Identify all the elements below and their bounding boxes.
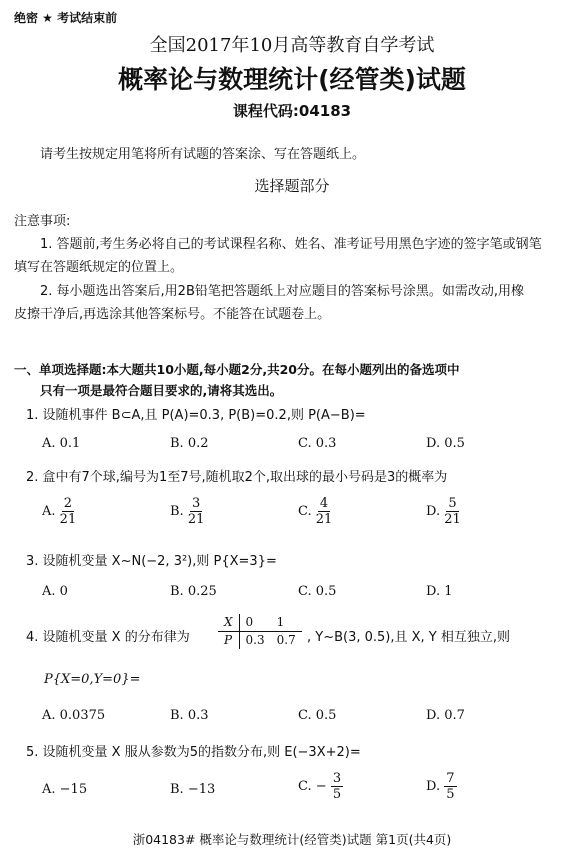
numerator: 2: [63, 496, 73, 511]
option-label: C.: [298, 779, 312, 794]
fraction: [331, 771, 343, 802]
question-1-stem: 1. 设随机事件 B⊂A,且 P(A)=0.3, P(B)=0.2,则 P(A−B)=: [26, 408, 366, 423]
fraction: [60, 496, 77, 527]
course-code: 课程代码:04183: [232, 102, 352, 120]
question-1-option-c: C. 0.3: [298, 436, 337, 451]
question-2-option-a: [42, 496, 76, 527]
denominator: 21: [59, 512, 77, 527]
question-5-stem: 5. 设随机变量 X 服从参数为5的指数分布,则 E(−3X+2)=: [26, 745, 361, 760]
question-4-option-c: C. 0.5: [298, 708, 337, 723]
numerator: 3: [332, 771, 342, 786]
question-4-option-a: A. 0.0375: [42, 708, 106, 723]
question-5-option-b: B. −13: [170, 782, 216, 797]
question-2-option-d: [426, 496, 461, 527]
notes-title: 注意事项:: [14, 214, 71, 229]
numerator: 3: [191, 496, 201, 511]
denominator: 5: [332, 787, 342, 802]
question-5-option-c: [298, 771, 343, 802]
fraction: [444, 771, 456, 802]
question-4-option-b: B. 0.3: [170, 708, 209, 723]
numerator: 4: [319, 496, 329, 511]
secret-label: 绝密 ★ 考试结束前: [14, 11, 118, 25]
note-2-line-2: 皮擦干净后,再选涂其他答案标号。不能答在试题卷上。: [14, 307, 331, 322]
question-5-option-d: [426, 771, 457, 802]
table-value-1: 1: [271, 614, 302, 632]
exam-title: 全国2017年10月高等教育自学考试: [149, 35, 435, 56]
question-4-stem-pre: 4. 设随机变量 X 的分布律为: [26, 630, 190, 645]
question-1-option-d: D. 0.5: [426, 436, 465, 451]
note-1-line-1: 1. 答题前,考生务必将自己的考试课程名称、姓名、准考证号用黑色字迹的签字笔或钢笔: [40, 237, 542, 252]
table-prob-0: 0.3: [245, 633, 265, 647]
numerator: 5: [448, 496, 457, 511]
page-footer: 浙04183# 概率论与数理统计(经管类)试题 第1页(共4页): [132, 832, 452, 847]
denominator: 5: [446, 787, 455, 802]
table-value-0: 0: [239, 614, 271, 632]
part1-heading-line-2: 只有一项是最符合题目要求的,请将其选出。: [40, 383, 283, 398]
question-2-option-b: [170, 496, 204, 527]
table-header-x: X: [218, 614, 239, 632]
question-5-option-a: A. −15: [42, 782, 88, 797]
option-label: D.: [426, 504, 441, 519]
question-1-option-b: B. 0.2: [170, 436, 209, 451]
table-header-p: P: [218, 632, 239, 650]
question-4-option-d: D. 0.7: [426, 708, 465, 723]
fraction: [444, 496, 461, 527]
question-4-stem-post: , Y~B(3, 0.5),且 X, Y 相互独立,则: [307, 630, 511, 645]
question-2-option-c: [298, 496, 332, 527]
part1-heading-line-1: 一、单项选择题:本大题共10小题,每小题2分,共20分。在每小题列出的备选项中: [14, 362, 460, 377]
question-1-option-a: A. 0.1: [42, 436, 81, 451]
fraction: [316, 496, 333, 527]
question-2-stem: 2. 盒中有7个球,编号为1至7号,随机取2个,取出球的最小号码是3的概率为: [26, 470, 448, 485]
denominator: 21: [444, 512, 461, 527]
option-label: C.: [298, 504, 312, 519]
question-3-stem: 3. 设随机变量 X~N(−2, 3²),则 P{X=3}=: [26, 554, 277, 569]
denominator: 21: [187, 512, 205, 527]
option-label: D.: [426, 779, 441, 794]
option-label: B.: [170, 504, 184, 519]
question-3-option-c: C. 0.5: [298, 584, 337, 599]
option-label: A.: [42, 504, 56, 519]
question-3-option-d: D. 1: [426, 584, 453, 599]
table-prob-1: 0.7: [276, 633, 296, 647]
minus-sign: −: [315, 779, 327, 794]
distribution-table: [218, 614, 302, 649]
note-2-line-1: 2. 每小题选出答案后,用2B铅笔把答题纸上对应题目的答案标号涂黑。如需改动,用橡: [40, 284, 524, 299]
numerator: 7: [446, 771, 455, 786]
answer-instruction: 请考生按规定用笔将所有试题的答案涂、写在答题纸上。: [40, 147, 366, 162]
paper-title: 概率论与数理统计(经管类)试题: [118, 65, 466, 94]
fraction: [188, 496, 205, 527]
denominator: 21: [315, 512, 333, 527]
section-title: 选择题部分: [254, 177, 330, 195]
question-3-option-a: A. 0: [42, 584, 68, 599]
question-3-option-b: B. 0.25: [170, 584, 217, 599]
note-1-line-2: 填写在答题纸规定的位置上。: [14, 260, 184, 275]
question-4-expression: P{X=0,Y=0}=: [44, 672, 141, 687]
